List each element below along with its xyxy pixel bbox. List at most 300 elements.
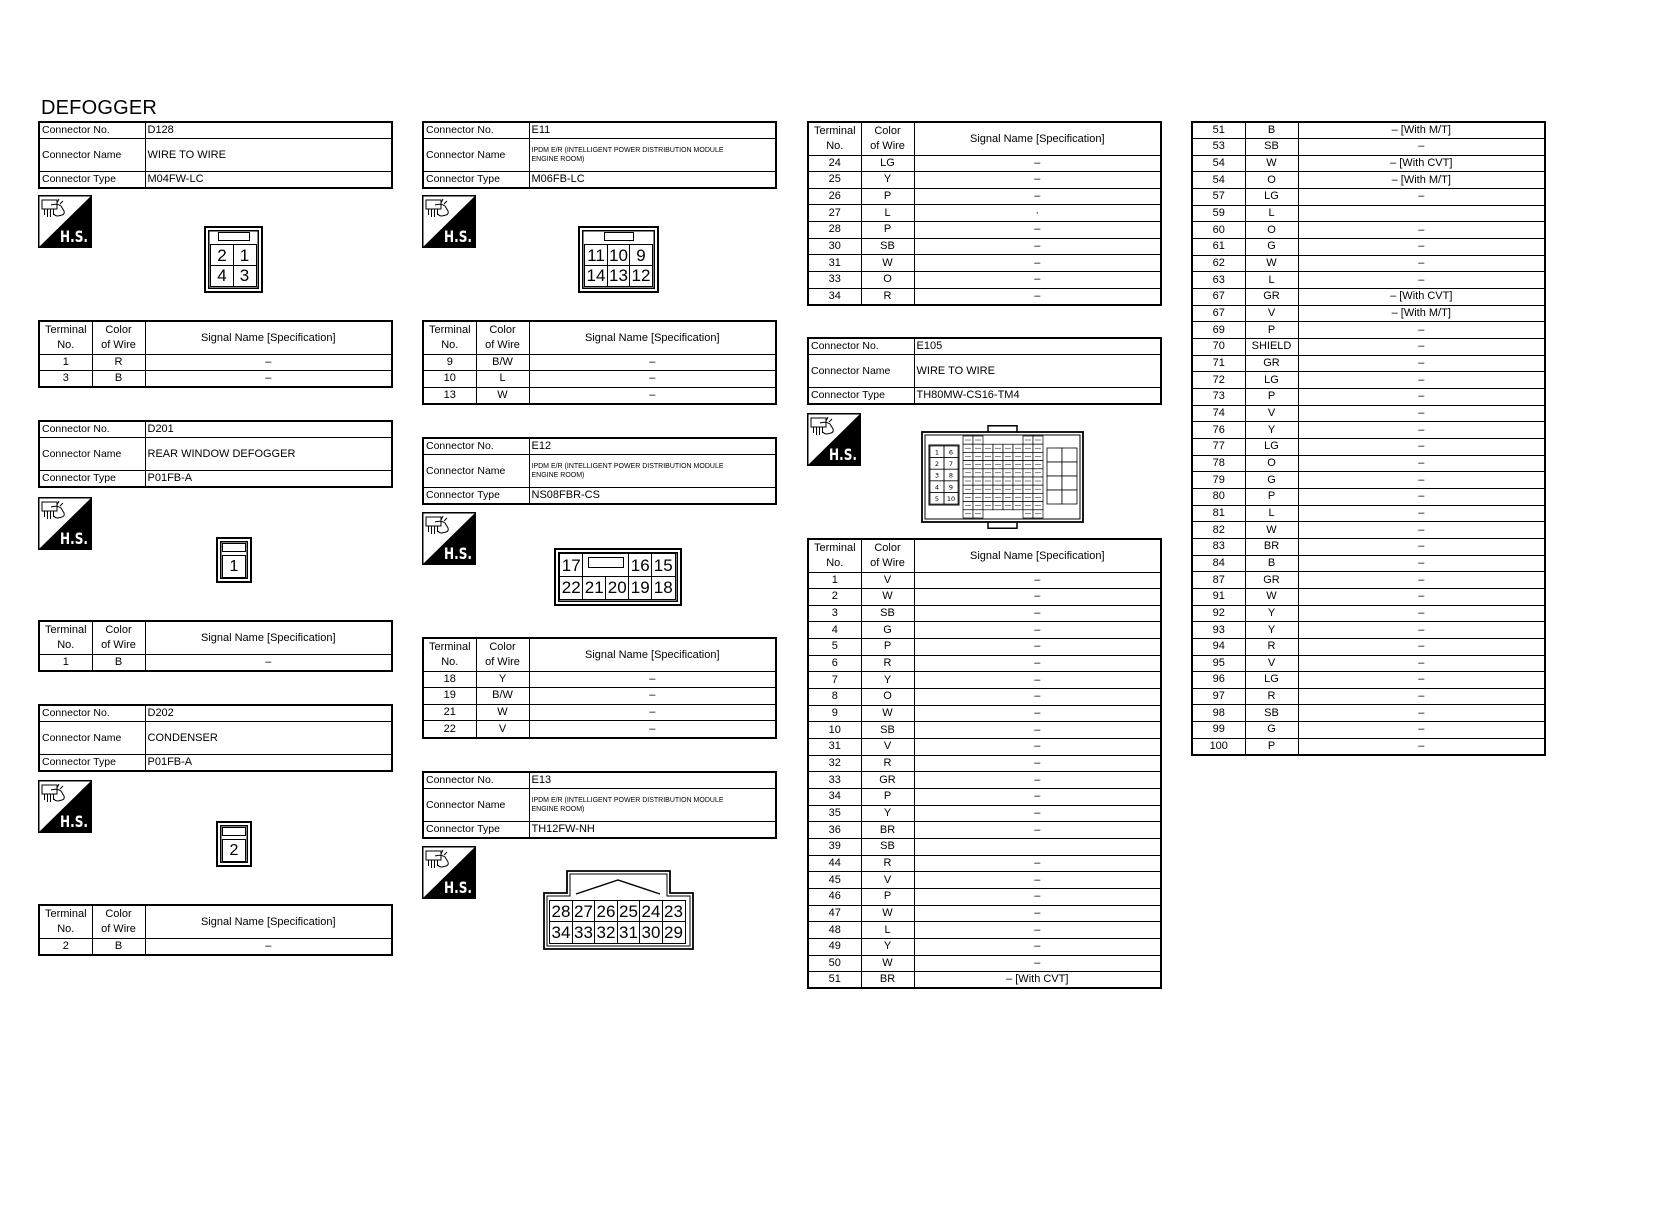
- wire-color-cell: Y: [1245, 422, 1298, 439]
- hs-label: H.S.: [60, 227, 88, 246]
- table-row: [808, 689, 1161, 706]
- hs-label: H.S.: [60, 812, 88, 831]
- pin-grid: [210, 244, 255, 285]
- pin-cell: 14: [584, 265, 608, 287]
- signal-name-cell: –: [1298, 239, 1545, 256]
- wire-color-cell: BR: [861, 972, 914, 989]
- pin-row: [559, 576, 674, 599]
- signal-name-cell: –: [1298, 472, 1545, 489]
- signal-name-cell: –: [1298, 488, 1545, 505]
- terminal-no-cell: 45: [808, 872, 861, 889]
- table-row: [808, 155, 1161, 172]
- info-row: [39, 172, 392, 189]
- wire-color-cell: L: [861, 205, 914, 222]
- terminal-no-cell: 5: [808, 639, 861, 656]
- wire-color-cell: W: [861, 705, 914, 722]
- signal-name-header: Signal Name [Specification]: [529, 638, 776, 671]
- signal-name-cell: –: [1298, 438, 1545, 455]
- pin-cell: 20: [605, 576, 630, 600]
- connector-face-e13: [543, 870, 694, 950]
- connector-info-d202: [38, 704, 393, 772]
- connector-housing-e105: [921, 425, 1084, 529]
- pin-cell: 2: [222, 839, 246, 862]
- table-row: [423, 354, 776, 371]
- wire-color-cell: LG: [1245, 438, 1298, 455]
- signal-name-cell: –: [1298, 605, 1545, 622]
- wire-color-cell: P: [1245, 488, 1298, 505]
- connector-no-value: D128: [145, 122, 392, 139]
- pin-cell: 30: [639, 921, 663, 944]
- table-row: [1192, 688, 1545, 705]
- terminal-table-d201: [38, 620, 393, 672]
- table-row: [808, 655, 1161, 672]
- wire-color-cell: B/W: [476, 688, 529, 705]
- wire-color-cell: R: [1245, 688, 1298, 705]
- connector-face-d202: [216, 821, 252, 867]
- wire-color-cell: L: [476, 371, 529, 388]
- terminal-no-cell: 26: [808, 188, 861, 205]
- terminal-no-cell: 47: [808, 905, 861, 922]
- table-row: [808, 639, 1161, 656]
- signal-name-cell: –: [145, 938, 392, 955]
- table-header-row: [808, 122, 1161, 155]
- signal-name-cell: –: [914, 255, 1161, 272]
- table-row: [808, 255, 1161, 272]
- signal-name-cell: –: [1298, 572, 1545, 589]
- signal-name-cell: –: [1298, 738, 1545, 755]
- table-row: [1192, 672, 1545, 689]
- wire-color-cell: V: [1245, 405, 1298, 422]
- header-text: No.: [57, 338, 75, 351]
- signal-name-cell: –: [914, 722, 1161, 739]
- connector-type-value: TH80MW-CS16-TM4: [914, 388, 1161, 405]
- wire-color-cell: B: [92, 371, 145, 388]
- terminal-no-cell: 74: [1192, 405, 1245, 422]
- signal-name-cell: –: [914, 822, 1161, 839]
- table-row: [808, 589, 1161, 606]
- table-row: [423, 688, 776, 705]
- signal-name-cell: –: [529, 671, 776, 688]
- table-row: [1192, 588, 1545, 605]
- blank-slot: [582, 553, 630, 577]
- wire-color-cell: O: [861, 689, 914, 706]
- page-title: DEFOGGER: [41, 97, 158, 119]
- wire-color-cell: V: [1245, 305, 1298, 322]
- info-row: [39, 421, 392, 438]
- table-row: [808, 722, 1161, 739]
- terminal-table-e105: [807, 538, 1162, 989]
- terminal-no-cell: 1: [39, 654, 92, 671]
- signal-name-cell: –: [1298, 372, 1545, 389]
- wire-color-cell: W: [861, 955, 914, 972]
- connector-name-text: IPDM E/R (INTELLIGENT POWER DISTRIBUTION MODULE ENGINE ROOM): [531, 462, 724, 479]
- table-row: [1192, 339, 1545, 356]
- terminal-no-cell: 62: [1192, 255, 1245, 272]
- pin-cell: 28: [549, 900, 573, 923]
- info-row: [808, 355, 1161, 388]
- signal-name-cell: –: [914, 855, 1161, 872]
- wire-color-cell: LG: [1245, 189, 1298, 206]
- wire-color-header: [861, 122, 914, 155]
- table-row: [808, 622, 1161, 639]
- terminal-no-cell: 77: [1192, 438, 1245, 455]
- pin-number: 5: [934, 494, 940, 503]
- signal-name-cell: –: [529, 354, 776, 371]
- wire-color-cell: L: [1245, 505, 1298, 522]
- signal-name-cell: – [With CVT]: [1298, 155, 1545, 172]
- table-row: [1192, 622, 1545, 639]
- table-row: [1192, 222, 1545, 239]
- signal-name-cell: –: [914, 905, 1161, 922]
- wire-color-cell: SB: [861, 839, 914, 856]
- wire-color-cell: G: [1245, 722, 1298, 739]
- connector-face-d128: [204, 226, 263, 293]
- table-row: [1192, 205, 1545, 222]
- table-row: [808, 888, 1161, 905]
- pin-cell: 27: [572, 900, 596, 923]
- hs-icon-graphic: [38, 195, 92, 248]
- wire-color-cell: V: [1245, 655, 1298, 672]
- signal-name-cell: –: [1298, 355, 1545, 372]
- terminal-no-cell: 97: [1192, 688, 1245, 705]
- pin-cell: 31: [617, 921, 641, 944]
- wire-color-cell: Y: [476, 671, 529, 688]
- pin-number: 8: [948, 471, 954, 480]
- terminal-no-cell: 2: [39, 938, 92, 955]
- info-row: [423, 822, 776, 839]
- pin-cell: 13: [607, 265, 631, 287]
- terminal-table-e13: [807, 121, 1162, 306]
- signal-name-header: Signal Name [Specification]: [145, 621, 392, 654]
- table-row: [1192, 488, 1545, 505]
- signal-name-cell: –: [914, 605, 1161, 622]
- pin-grid: [222, 555, 245, 577]
- connector-face-e12: [554, 548, 682, 606]
- signal-name-cell: –: [1298, 272, 1545, 289]
- pin-row: [210, 265, 255, 286]
- terminal-no-cell: 79: [1192, 472, 1245, 489]
- signal-name-cell: –: [145, 354, 392, 371]
- pin-row: [549, 921, 684, 942]
- table-row: [1192, 438, 1545, 455]
- wire-color-cell: L: [1245, 272, 1298, 289]
- pin-cell: 19: [628, 576, 653, 600]
- terminal-no-cell: 53: [1192, 139, 1245, 156]
- wire-color-cell: SHIELD: [1245, 339, 1298, 356]
- signal-name-cell: –: [914, 622, 1161, 639]
- terminal-no-cell: 27: [808, 205, 861, 222]
- table-header-row: [39, 905, 392, 938]
- wire-color-cell: W: [861, 589, 914, 606]
- wire-color-cell: GR: [1245, 355, 1298, 372]
- header-text: No.: [441, 338, 459, 351]
- wire-color-cell: L: [1245, 205, 1298, 222]
- pin-cell: 29: [662, 921, 686, 944]
- terminal-no-cell: 49: [808, 938, 861, 955]
- header-text: Terminal: [813, 125, 856, 138]
- connector-face-d201: [216, 537, 252, 583]
- terminal-no-cell: 54: [1192, 155, 1245, 172]
- wire-color-cell: Y: [861, 938, 914, 955]
- wire-color-cell: O: [861, 272, 914, 289]
- wire-color-cell: V: [861, 739, 914, 756]
- header-text: Color: [874, 542, 901, 555]
- terminal-no-cell: 60: [1192, 222, 1245, 239]
- wire-color-cell: Y: [1245, 605, 1298, 622]
- harness-side-icon: [38, 195, 92, 248]
- hs-label: H.S.: [444, 227, 472, 246]
- table-row: [1192, 605, 1545, 622]
- pin-cavity: [1062, 476, 1077, 490]
- pin-row: [549, 900, 684, 921]
- terminal-no-cell: 10: [808, 722, 861, 739]
- table-header-row: [423, 638, 776, 671]
- hs-icon-graphic: [422, 512, 476, 565]
- table-row: [1192, 389, 1545, 406]
- terminal-no-header: [808, 122, 861, 155]
- terminal-table-d202: [38, 904, 393, 956]
- connector-no-label: Connector No.: [808, 338, 914, 355]
- wire-color-cell: R: [92, 354, 145, 371]
- wire-color-header: [861, 539, 914, 572]
- signal-name-header: Signal Name [Specification]: [914, 539, 1161, 572]
- wire-color-cell: W: [1245, 255, 1298, 272]
- signal-name-cell: –: [1298, 622, 1545, 639]
- table-row: [808, 805, 1161, 822]
- connector-no-label: Connector No.: [423, 438, 529, 455]
- table-row: [1192, 722, 1545, 739]
- wire-color-cell: P: [1245, 322, 1298, 339]
- terminal-no-cell: 48: [808, 922, 861, 939]
- connector-latch: [218, 232, 250, 241]
- wire-color-cell: Y: [861, 672, 914, 689]
- wire-color-cell: W: [1245, 588, 1298, 605]
- connector-name-label: Connector Name: [39, 722, 145, 755]
- header-text: Terminal: [428, 324, 471, 337]
- header-text: Color: [874, 125, 901, 138]
- info-row: [423, 455, 776, 488]
- connector-info-e12: [422, 437, 777, 505]
- signal-name-cell: –: [914, 155, 1161, 172]
- terminal-no-cell: 69: [1192, 322, 1245, 339]
- connector-name-value: WIRE TO WIRE: [145, 139, 392, 172]
- pin-cavity: [1047, 490, 1062, 504]
- terminal-no-cell: 67: [1192, 289, 1245, 306]
- terminal-no-cell: 18: [423, 671, 476, 688]
- signal-name-cell: –: [1298, 588, 1545, 605]
- connector-type-label: Connector Type: [808, 388, 914, 405]
- terminal-no-cell: 25: [808, 172, 861, 189]
- hs-icon-graphic: [422, 195, 476, 248]
- header-text: Color: [489, 641, 516, 654]
- pin-number: 6: [948, 448, 954, 457]
- table-row: [39, 938, 392, 955]
- connector-name-value: [529, 789, 776, 822]
- signal-name-cell: –: [529, 721, 776, 738]
- signal-name-cell: –: [529, 688, 776, 705]
- wire-color-cell: R: [1245, 638, 1298, 655]
- wire-color-cell: L: [861, 922, 914, 939]
- signal-name-cell: –: [914, 772, 1161, 789]
- wire-color-cell: W: [1245, 155, 1298, 172]
- signal-name-cell: –: [914, 238, 1161, 255]
- table-row: [808, 238, 1161, 255]
- signal-name-cell: –: [1298, 522, 1545, 539]
- wire-color-cell: Y: [861, 172, 914, 189]
- table-row: [1192, 472, 1545, 489]
- table-row: [808, 605, 1161, 622]
- wire-color-cell: O: [1245, 172, 1298, 189]
- table-row: [1192, 638, 1545, 655]
- pin-cell: 26: [594, 900, 618, 923]
- terminal-no-cell: 59: [1192, 205, 1245, 222]
- wire-color-cell: B: [92, 654, 145, 671]
- signal-name-cell: –: [145, 371, 392, 388]
- signal-name-cell: [1298, 205, 1545, 222]
- terminal-no-cell: 33: [808, 772, 861, 789]
- pin-grid: [584, 244, 652, 285]
- wire-color-cell: SB: [1245, 139, 1298, 156]
- info-row: [39, 722, 392, 755]
- terminal-no-cell: 80: [1192, 488, 1245, 505]
- terminal-no-cell: 72: [1192, 372, 1245, 389]
- terminal-no-cell: 3: [39, 371, 92, 388]
- terminal-no-cell: 21: [423, 704, 476, 721]
- table-row: [808, 822, 1161, 839]
- pin-number: 9: [948, 483, 954, 492]
- terminal-no-cell: 91: [1192, 588, 1245, 605]
- wire-color-cell: P: [861, 789, 914, 806]
- wire-color-cell: V: [861, 872, 914, 889]
- signal-name-cell: –: [914, 188, 1161, 205]
- terminal-no-header: [423, 638, 476, 671]
- header-text: of Wire: [870, 556, 905, 569]
- connector-type-value: NS08FBR-CS: [529, 488, 776, 505]
- info-row: [423, 789, 776, 822]
- pin-row: [222, 839, 245, 861]
- connector-no-label: Connector No.: [423, 122, 529, 139]
- signal-name-cell: –: [529, 371, 776, 388]
- connector-face-e105: [921, 425, 1084, 529]
- wire-color-header: [92, 621, 145, 654]
- signal-name-cell: –: [914, 655, 1161, 672]
- pin-cell: 9: [629, 244, 653, 266]
- header-text: of Wire: [870, 139, 905, 152]
- table-row: [1192, 305, 1545, 322]
- pin-cell: 18: [651, 576, 676, 600]
- signal-name-cell: –: [914, 288, 1161, 305]
- hs-icon-graphic: [38, 497, 92, 550]
- table-row: [1192, 355, 1545, 372]
- terminal-table-e11: [422, 320, 777, 405]
- terminal-no-cell: 94: [1192, 638, 1245, 655]
- terminal-no-header: [39, 321, 92, 354]
- signal-name-cell: –: [1298, 555, 1545, 572]
- connector-info-e13: [422, 771, 777, 839]
- connector-type-label: Connector Type: [39, 471, 145, 488]
- connector-type-value: P01FB-A: [145, 471, 392, 488]
- terminal-no-cell: 51: [1192, 122, 1245, 139]
- table-row: [1192, 172, 1545, 189]
- hs-label: H.S.: [444, 544, 472, 563]
- pin-cell: 17: [559, 553, 584, 577]
- pin-cell: 3: [233, 265, 257, 287]
- pin-cell: 12: [629, 265, 653, 287]
- signal-name-cell: –: [914, 272, 1161, 289]
- connector-name-text: IPDM E/R (INTELLIGENT POWER DISTRIBUTION MODULE ENGINE ROOM): [531, 796, 724, 813]
- connector-type-value: M04FW-LC: [145, 172, 392, 189]
- wire-color-cell: O: [1245, 455, 1298, 472]
- wire-color-cell: GR: [1245, 572, 1298, 589]
- signal-name-cell: –: [914, 955, 1161, 972]
- terminal-no-cell: 1: [808, 572, 861, 589]
- connector-name-value: WIRE TO WIRE: [914, 355, 1161, 388]
- terminal-table-d128: [38, 320, 393, 388]
- signal-name-cell: ·: [914, 205, 1161, 222]
- pin-cell: 25: [617, 900, 641, 923]
- table-row: [808, 772, 1161, 789]
- pin-cell: 10: [607, 244, 631, 266]
- pin-cavity: [1047, 448, 1062, 462]
- connector-info-e105: [807, 337, 1162, 405]
- connector-info-d201: [38, 420, 393, 488]
- table-row: [39, 354, 392, 371]
- table-row: [808, 839, 1161, 856]
- terminal-no-cell: 82: [1192, 522, 1245, 539]
- wire-color-cell: G: [1245, 239, 1298, 256]
- table-row: [39, 654, 392, 671]
- terminal-no-cell: 39: [808, 839, 861, 856]
- connector-face-e11: [578, 226, 659, 293]
- table-row: [1192, 505, 1545, 522]
- wire-color-cell: LG: [1245, 672, 1298, 689]
- pin-cell: 11: [584, 244, 608, 266]
- connector-info-e11: [422, 121, 777, 189]
- info-row: [39, 471, 392, 488]
- terminal-no-cell: 10: [423, 371, 476, 388]
- terminal-no-cell: 63: [1192, 272, 1245, 289]
- connector-no-value: E12: [529, 438, 776, 455]
- signal-name-cell: –: [914, 872, 1161, 889]
- terminal-no-cell: 7: [808, 672, 861, 689]
- signal-name-cell: – [With M/T]: [1298, 122, 1545, 139]
- terminal-no-header: [808, 539, 861, 572]
- wire-color-cell: GR: [1245, 289, 1298, 306]
- signal-name-cell: –: [1298, 655, 1545, 672]
- terminal-no-cell: 50: [808, 955, 861, 972]
- table-row: [808, 272, 1161, 289]
- info-row: [808, 388, 1161, 405]
- signal-name-cell: –: [1298, 455, 1545, 472]
- terminal-no-cell: 28: [808, 222, 861, 239]
- terminal-table-e105-continued: [1191, 121, 1546, 756]
- pin-cavity: [1062, 448, 1077, 462]
- wire-color-cell: B: [1245, 122, 1298, 139]
- signal-name-cell: – [With CVT]: [1298, 289, 1545, 306]
- pin-row: [584, 244, 652, 265]
- table-row: [1192, 705, 1545, 722]
- table-row: [1192, 372, 1545, 389]
- harness-side-icon: [38, 780, 92, 833]
- signal-name-cell: –: [1298, 688, 1545, 705]
- connector-type-label: Connector Type: [39, 755, 145, 772]
- terminal-no-cell: 78: [1192, 455, 1245, 472]
- signal-name-cell: –: [914, 888, 1161, 905]
- signal-name-cell: –: [1298, 322, 1545, 339]
- signal-name-cell: –: [914, 922, 1161, 939]
- wire-color-cell: G: [1245, 472, 1298, 489]
- header-text: Color: [105, 624, 132, 637]
